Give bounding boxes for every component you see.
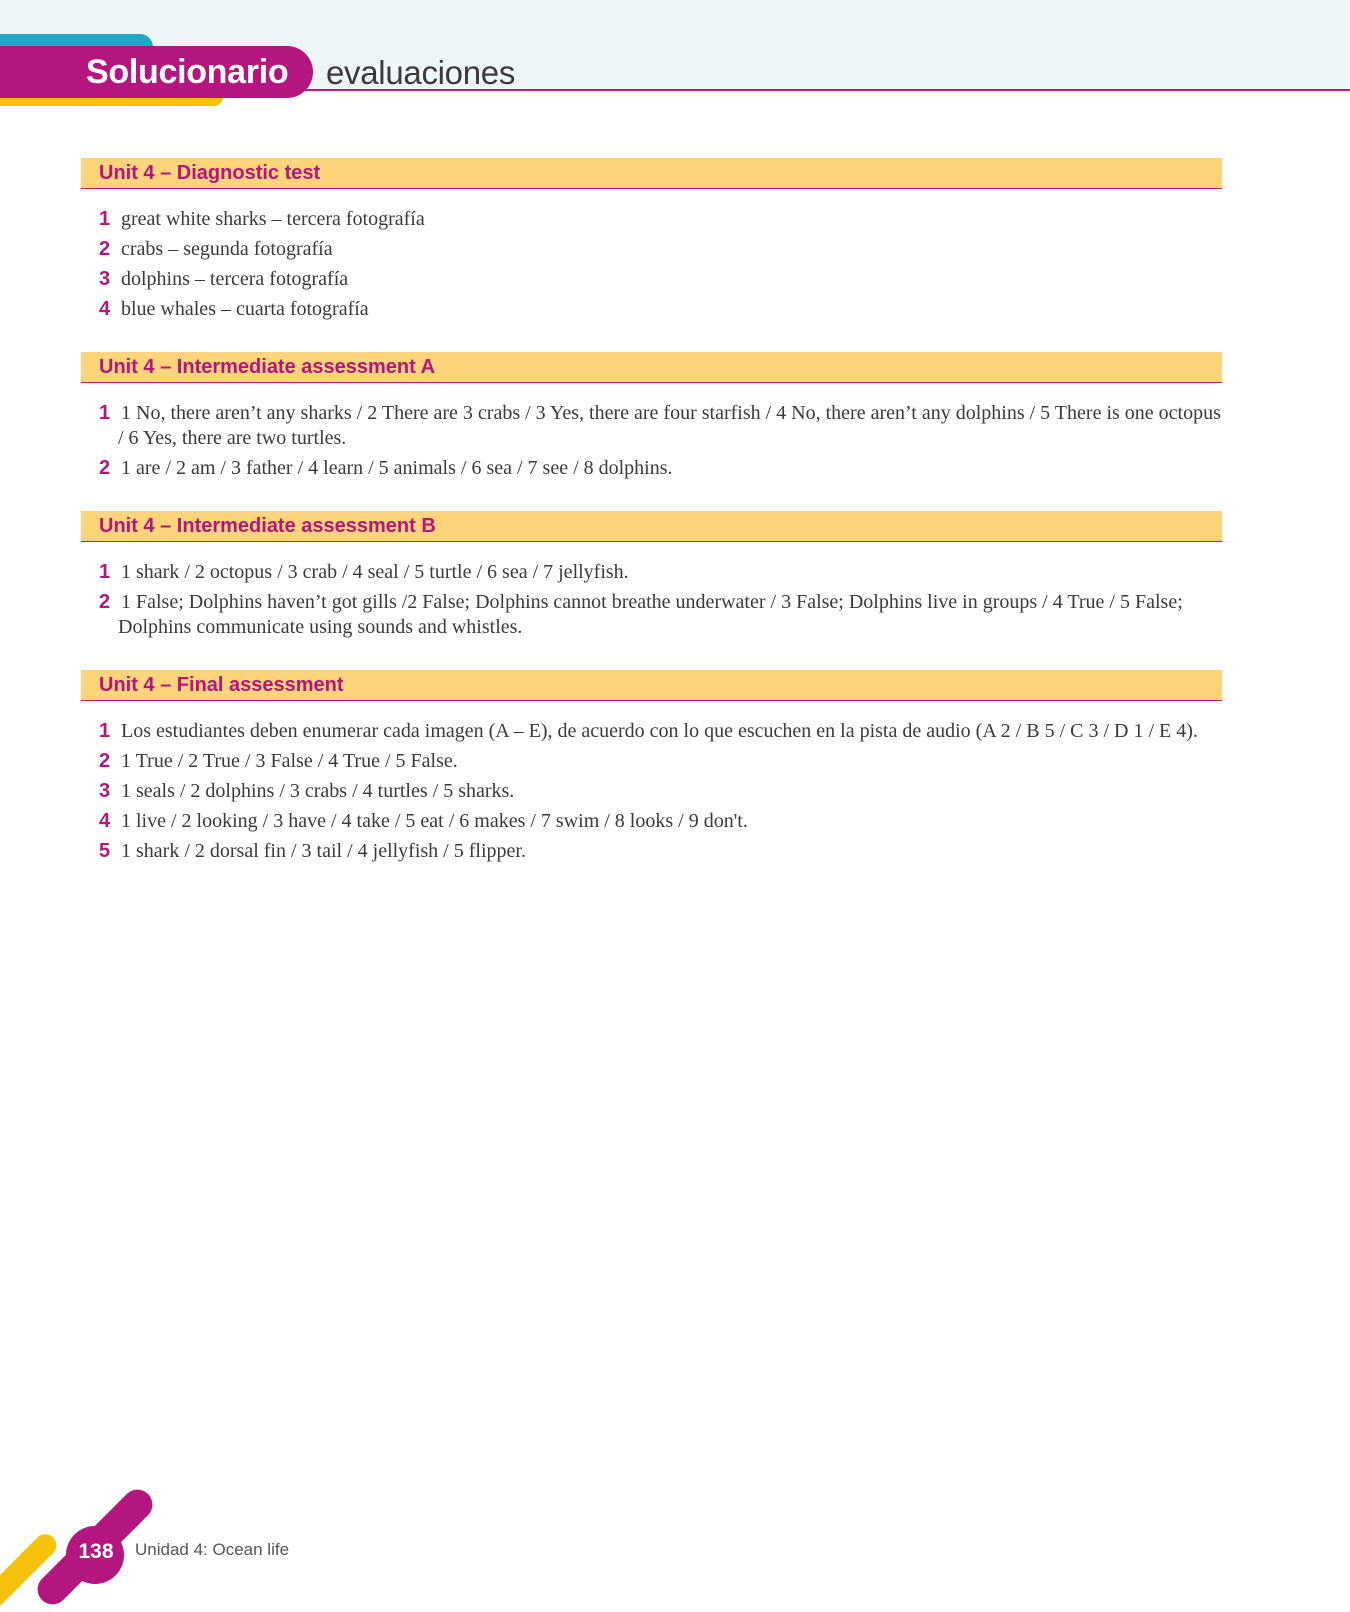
answer-item [99,839,1222,864]
answer-list [81,542,1222,640]
item-text: crabs – segunda fotografía [121,238,333,260]
item-number: 3 [99,780,111,802]
item-number: 4 [99,298,111,320]
answer-item [99,590,1222,640]
section-diagnostic-test [81,158,1222,322]
answer-item [99,749,1222,774]
item-number: 2 [99,750,111,772]
answer-list [81,701,1222,864]
item-number: 4 [99,810,111,832]
item-number: 2 [99,591,111,613]
answer-item [99,719,1222,744]
section-heading: Unit 4 – Diagnostic test [81,158,1222,189]
item-text: Los estudiantes deben enumerar cada imagen (A – E), de acuerdo con lo que escuchen en la pista de audio (A 2 / B 5 / C 3 / D 1 / E 4). [121,720,1198,742]
item-number: 3 [99,268,111,290]
item-text: 1 shark / 2 octopus / 3 crab / 4 seal / 5 turtle / 6 sea / 7 jellyfish. [121,561,629,583]
item-text: 1 seals / 2 dolphins / 3 crabs / 4 turtles / 5 sharks. [121,780,515,802]
section-intermediate-b [81,511,1222,640]
item-number: 1 [99,402,111,424]
page-number: 138 [78,1540,114,1563]
item-text: blue whales – cuarta fotografía [121,298,369,320]
answer-item [99,401,1222,451]
item-text: 1 are / 2 am / 3 father / 4 learn / 5 animals / 6 sea / 7 see / 8 dolphins. [121,457,673,479]
answer-item [99,237,1222,262]
answer-item [99,809,1222,834]
section-intermediate-a [81,352,1222,481]
section-heading: Unit 4 – Intermediate assessment B [81,511,1222,542]
item-text: great white sharks – tercera fotografía [121,208,425,230]
answer-key [81,158,1222,894]
footer-unit-label: Unidad 4: Ocean life [135,1540,290,1559]
item-text: 1 No, there aren’t any sharks / 2 There are 3 crabs / 3 Yes, there are four starfish / 4 No, there aren’t any dolphins / 5 There is one octopus / 6 Yes, there are two turtles. [118,402,1221,449]
item-text: dolphins – tercera fotografía [121,268,349,290]
answer-list [81,189,1222,322]
answer-item [99,297,1222,322]
item-number: 2 [99,238,111,260]
answer-list [81,383,1222,481]
item-number: 1 [99,561,111,583]
answer-item [99,779,1222,804]
section-final-assessment [81,670,1222,864]
answer-item [99,456,1222,481]
item-text: 1 live / 2 looking / 3 have / 4 take / 5 eat / 6 makes / 7 swim / 8 looks / 9 don't. [121,810,748,832]
item-text: 1 shark / 2 dorsal fin / 3 tail / 4 jellyfish / 5 flipper. [121,840,526,862]
answer-item [99,267,1222,292]
section-heading: Unit 4 – Final assessment [81,670,1222,701]
item-number: 2 [99,457,111,479]
item-text: 1 True / 2 True / 3 False / 4 True / 5 False. [121,750,458,772]
answer-item [99,207,1222,232]
item-number: 1 [99,720,111,742]
section-heading: Unit 4 – Intermediate assessment A [81,352,1222,383]
item-number: 1 [99,208,111,230]
item-number: 5 [99,840,111,862]
page-title: Solucionario [86,53,289,91]
item-text: 1 False; Dolphins haven’t got gills /2 False; Dolphins cannot breathe underwater / 3 False; Dolphins live in groups / 4 True / 5 False; Dolphins communicate using sounds and whistles. [118,591,1183,638]
answer-item [99,560,1222,585]
page-subtitle: evaluaciones [326,54,516,91]
